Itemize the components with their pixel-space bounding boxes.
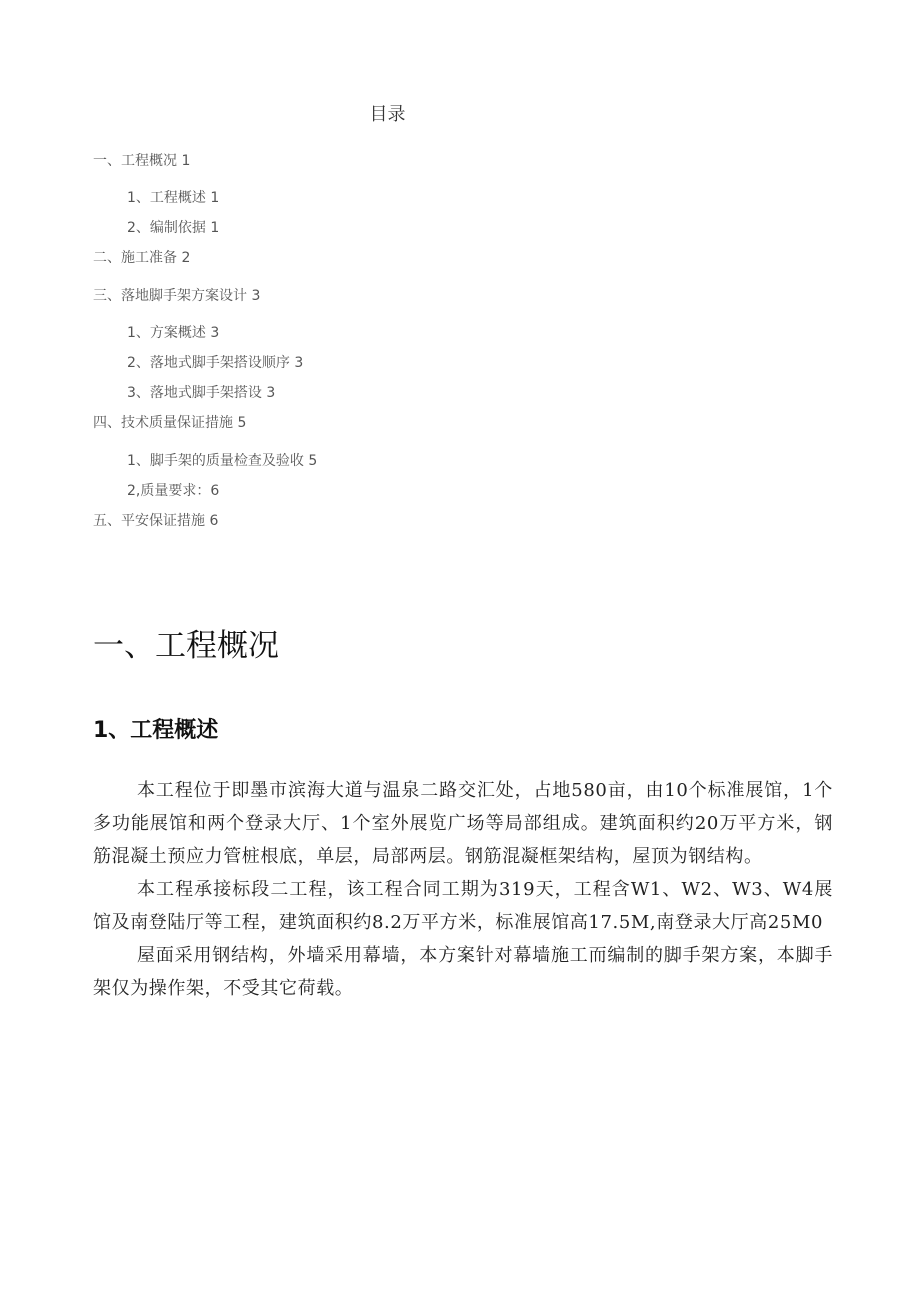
toc-item-1[interactable]: 一、工程概况 1 <box>93 153 191 169</box>
toc-item-3-2[interactable]: 2、落地式脚手架搭设顺序 3 <box>127 355 304 371</box>
section-heading: 一、工程概况 <box>93 628 279 664</box>
toc-item-1-2[interactable]: 2、编制依据 1 <box>127 220 220 236</box>
paragraph-overview-3: 屋面采用钢结构，外墙采用幕墙，本方案针对幕墙施工而编制的脚手架方案，本脚手架仅为操作架，不受其它荷载。 <box>93 945 833 999</box>
paragraph-overview-1: 本工程位于即墨市滨海大道与温泉二路交汇处，占地580亩，由10个标准展馆，1个多功能展馆和两个登录大厅、1个室外展览广场等局部组成。建筑面积约20万平方米，钢筋混凝土预应力管桩根底，单层，局部两层。钢筋混凝框架结构，屋顶为钢结构。 <box>93 780 833 867</box>
toc-item-2[interactable]: 二、施工准备 2 <box>93 250 191 266</box>
toc-item-3-1[interactable]: 1、方案概述 3 <box>127 325 220 341</box>
toc-title: 目录 <box>369 104 406 125</box>
toc-item-4-2[interactable]: 2,质量要求：6 <box>127 483 220 499</box>
toc-item-3[interactable]: 三、落地脚手架方案设计 3 <box>93 288 261 304</box>
toc-item-1-1[interactable]: 1、工程概述 1 <box>127 190 220 206</box>
toc-item-3-3[interactable]: 3、落地式脚手架搭设 3 <box>127 385 276 401</box>
toc-item-4[interactable]: 四、技术质量保证措施 5 <box>93 415 247 431</box>
paragraph-overview-2: 本工程承接标段二工程，该工程合同工期为319天，工程含W1、W2、W3、W4展馆及南登陆厅等工程，建筑面积约8.2万平方米，标准展馆高17.5M,南登录大厅高25M0 <box>93 879 833 933</box>
section-body <box>93 774 833 1005</box>
toc-item-4-1[interactable]: 1、脚手架的质量检查及验收 5 <box>127 453 318 469</box>
toc-item-5[interactable]: 五、平安保证措施 6 <box>93 513 219 529</box>
subsection-heading: 1、工程概述 <box>93 718 219 743</box>
